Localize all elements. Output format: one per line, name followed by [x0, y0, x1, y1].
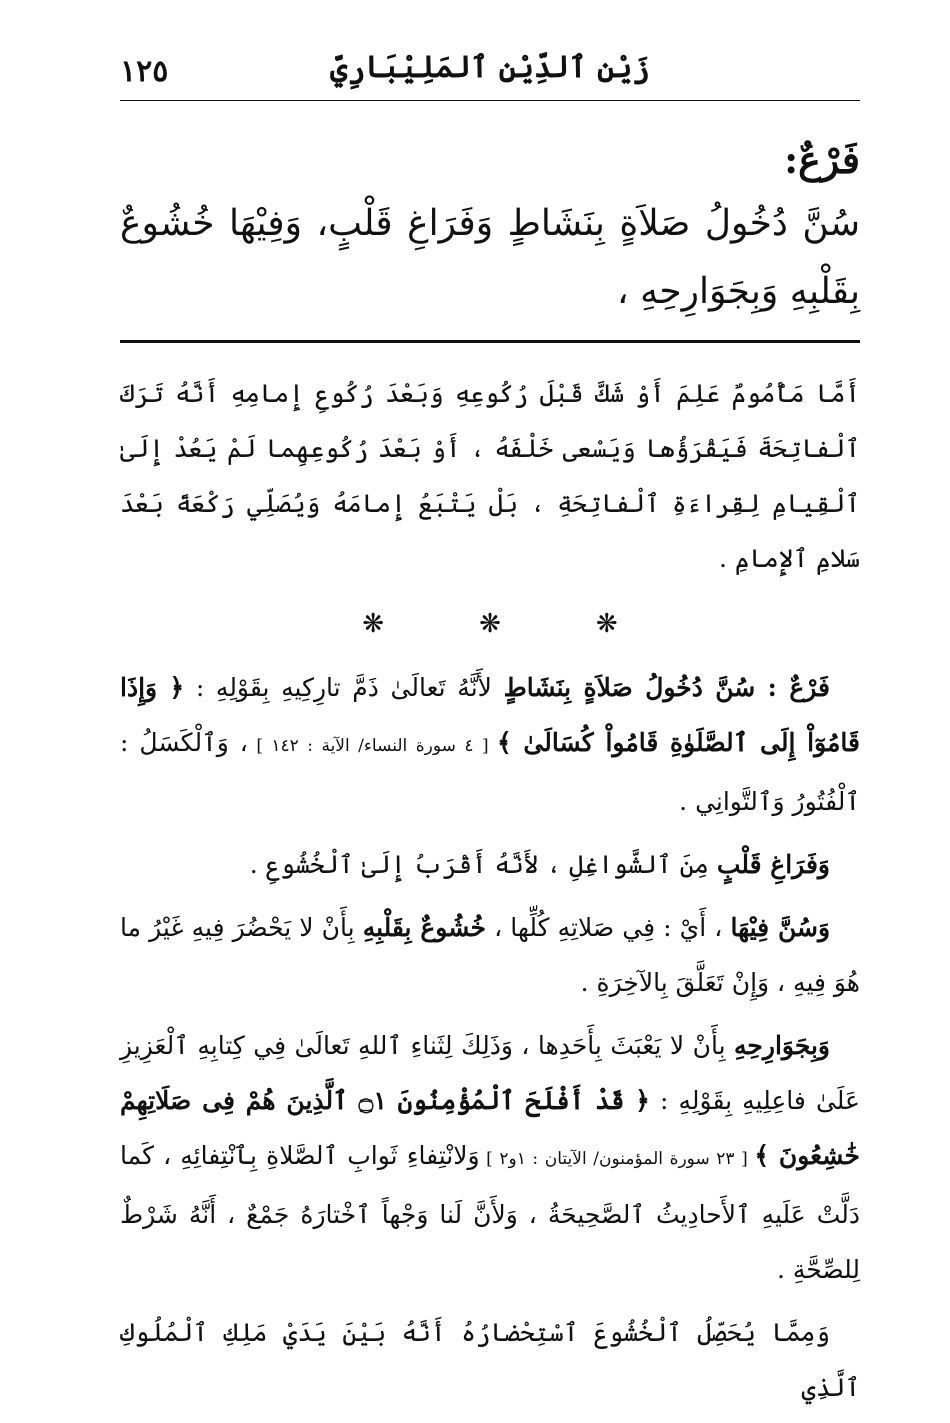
matn-text: سُنَّ دُخُولُ صَلاَةٍ بِنَشَاطٍ وَفَرَاغِ قَلْبٍ، وَفِيْهَا خُشُوعٌ بِقَلْبِهِ وَبِجَوَارِحِهِ ، [120, 203, 860, 312]
page-number: ١٢٥ [120, 54, 169, 89]
asterisk-separator [120, 594, 860, 654]
verse-reference: [ ٢٣ سورة المؤمنون/ الآيتان : ١و٢ ] [479, 1149, 755, 1169]
matn-block [120, 130, 860, 326]
commentary-paragraph-2 [120, 660, 860, 829]
paragraph-lead: وَبِجَوَارِحِهِ [734, 1031, 830, 1060]
paragraph-lead: وَفَرَاغِ قَلْبٍ [716, 850, 830, 879]
paragraph-text: ، أَيْ : فِي صَلاتِهِ كُلِّها ، [485, 913, 731, 942]
paragraph-text: ، وَٱلْكَسَلُ : ٱلْفُتُورُ وَٱلتَّوانِي . [120, 728, 860, 816]
paragraph-text: وَلانْتِفاءِ ثَوابِ ٱلصَّلاةِ بِٱنْتِفائِهِ ، كَما دَلَّتْ عَلَيهِ ٱلأَحادِيثُ ٱلصَّحِيحَةُ ، وَلأَنَّ لَنا وَجْهاً ٱخْتارَهُ جَمْعٌ ، أَنَّهُ شَرْطٌ لِلصِّحَّةِ . [120, 1141, 860, 1284]
asterisk-icon: ❋ [595, 609, 618, 639]
matn-heading: فَرْعٌ: [784, 137, 860, 182]
paragraph-lead: فَرْعٌ : سُنَّ دُخُولُ صَلاَةٍ بِنَشَاطٍ [503, 673, 830, 702]
commentary-paragraph-1: أَمَّا مَأْمُومٌ عَلِمَ أَوْ شَكَّ قَبْلَ رُكُوعِهِ وَبَعْدَ رُكُوعِ إِمامِهِ أَنَّهُ تَرَكَ ٱلْفاتِحَةَ فَيَقْرَؤُها وَيَسْعى خَلْفَهُ ، أَوْ بَعْدَ رُكُوعِهِما لَمْ يَعُدْ إِلَىٰ ٱلْقِيامِ لِقِراءَةِ ٱلْفاتِحَةِ ، بَلْ يَتْبَعُ إِمامَهُ وَيُصَلِّي رَكْعَةً بَعْدَ سَلامِ ٱلإِمامِ . [120, 379, 860, 573]
commentary-paragraph-4 [120, 900, 860, 1010]
bold-phrase: خُشُوعٌ بِقَلْبِهِ [362, 913, 486, 942]
commentary-paragraph-5 [120, 1018, 860, 1297]
quran-quote: ﴿ وَإِذَا قَامُوٓاْ إِلَى ٱلصَّلَوٰةِ قَامُواْ كُسَالَىٰ ﴾ [120, 673, 860, 757]
paragraph-lead: وَسُنَّ فِيْهَا [730, 913, 831, 942]
section-divider [120, 340, 860, 343]
paragraph-text: مِنَ ٱلشَّواغِلِ ، لأَنَّهُ أَقْرَبُ إِلَىٰ ٱلْخُشُوعِ . [249, 850, 717, 879]
paragraph-text: لأَنَّهُ تَعالَىٰ ذَمَّ تارِكِيهِ بِقَوْلِهِ : [184, 673, 504, 702]
commentary-paragraph-6: وَمِمَّا يُحَصِّلُ ٱلْخُشُوعَ ٱسْتِحْضارُهُ أَنَّهُ بَيْنَ يَدَيْ مَلِكِ ٱلْمُلُوكِ ٱلَّذِي [120, 1318, 860, 1402]
running-title: زَيْن ٱلدِّيْنِ ٱلمَلِيْبَارِيّ [330, 50, 650, 85]
verse-reference: [ ٤ سورة النساء/ الآية : ١٤٢ ] [247, 736, 498, 756]
commentary-paragraph-3 [120, 837, 860, 892]
header-rule [120, 100, 860, 101]
paragraph-text: بِأَنْ لا يَحْضُرَ فِيهِ غَيْرُ ما هُوَ فِيهِ ، وَإِنْ تَعَلَّقَ بِالآخِرَةِ . [120, 913, 860, 997]
asterisk-icon: ❋ [362, 609, 385, 639]
page-header [120, 50, 860, 100]
asterisk-icon: ❋ [479, 609, 501, 639]
commentary-block [120, 366, 860, 1423]
paragraph-text: بِأَنْ لا يَعْبَثَ بِأَحَدِها ، وَذَلِكَ لِثَناءِ ٱللهِ تَعالَىٰ فِي كِتابِهِ ٱلْعَزِيزِ عَلَىٰ فاعِلِيهِ بِقَوْلِهِ : [120, 1031, 860, 1115]
quran-quote: ﴿ قَدْ أَفْلَحَ ٱلْمُؤْمِنُونَ ۝١ ٱلَّذِينَ هُمْ فِى صَلَاتِهِمْ خَٰشِعُونَ ﴾ [120, 1086, 860, 1170]
